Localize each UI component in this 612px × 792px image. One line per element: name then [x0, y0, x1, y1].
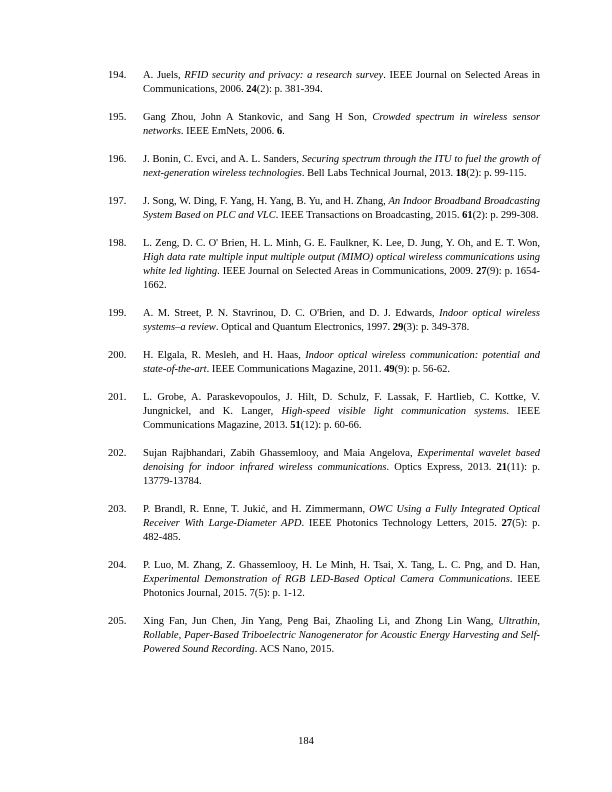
reference-item — [108, 615, 540, 657]
reference-text — [143, 392, 540, 431]
reference-text — [143, 154, 540, 179]
text-run: High-speed visible light communication systems — [281, 406, 507, 417]
text-run: An Indoor Broadband Broadcasting System Based on PLC and VLC — [143, 196, 540, 221]
reference-item — [108, 503, 540, 545]
text-run: . IEEE Journal on Selected Areas in Communications, 2006. — [143, 70, 540, 95]
text-run: (2): p. 381-394. — [256, 84, 323, 95]
reference-number: 197. — [108, 196, 127, 207]
text-run: (12): p. 60-66. — [300, 420, 362, 431]
text-run: J. Bonin, C. Evci, and A. L. Sanders, — [143, 154, 302, 165]
text-run: . Bell Labs Technical Journal, 2013. — [301, 168, 456, 179]
text-run: OWC Using a Fully Integrated Optical Receiver With Large-Diameter APD — [143, 504, 540, 529]
text-run: . Optical and Quantum Electronics, 1997. — [215, 322, 393, 333]
reference-number: 203. — [108, 504, 127, 515]
reference-number: 205. — [108, 616, 127, 627]
reference-text — [143, 616, 540, 655]
text-run: (9): p. 1654-1662. — [143, 266, 540, 291]
text-run: (5): p. 482-485. — [143, 518, 540, 543]
reference-text — [143, 238, 540, 291]
reference-number: 201. — [108, 392, 127, 403]
text-run: 18 — [455, 168, 467, 179]
text-run: . IEEE Photonics Journal, 2015. 7(5): p. 1-12. — [143, 574, 540, 599]
text-run: A. Juels, — [143, 70, 185, 81]
text-run: 6 — [276, 126, 283, 137]
reference-item — [108, 69, 540, 97]
text-run: High data rate multiple input multiple output (MIMO) optical wireless communications using white led lighting — [143, 252, 540, 277]
reference-item — [108, 559, 540, 601]
text-run: (2): p. 99-115. — [466, 168, 527, 179]
text-run: H. Elgala, R. Mesleh, and H. Haas, — [143, 350, 306, 361]
text-run: . — [282, 126, 285, 137]
text-run: RFID security and privacy: a research survey — [184, 70, 384, 81]
text-run: L. Zeng, D. C. O' Brien, H. L. Minh, G. E. Faulkner, K. Lee, D. Jung, Y. Oh, and E. T. Won, — [143, 238, 540, 249]
reference-text — [143, 350, 540, 375]
reference-item — [108, 111, 540, 139]
reference-number: 198. — [108, 238, 127, 249]
text-run: L. Grobe, A. Paraskevopoulos, J. Hilt, D. Schulz, F. Lassak, F. Hartlieb, C. Kottke, V. Jungnickel, and K. Langer, — [143, 392, 540, 417]
text-run: P. Luo, M. Zhang, Z. Ghassemlooy, H. Le Minh, H. Tsai, X. Tang, L. C. Png, and D. Han, — [143, 560, 540, 571]
text-run: Indoor optical wireless communication: potential and state-of-the-art — [143, 350, 540, 375]
text-run: . IEEE Transactions on Broadcasting, 2015. — [275, 210, 463, 221]
text-run: Gang Zhou, John A Stankovic, and Sang H Son, — [143, 112, 373, 123]
text-run: Indoor optical wireless systems–a review — [143, 308, 540, 333]
text-run: 27 — [476, 266, 487, 277]
reference-text — [143, 504, 540, 543]
text-run: Ultrathin, Rollable, Paper-Based Triboelectric Nanogenerator for Acoustic Energy Harvesting and Self-Powered Sound Recording — [143, 616, 540, 655]
text-run: (3): p. 349-378. — [403, 322, 470, 333]
reference-item — [108, 307, 540, 335]
reference-number: 194. — [108, 70, 127, 81]
text-run: (11): p. 13779-13784. — [143, 462, 540, 487]
text-run: . Optics Express, 2013. — [386, 462, 497, 473]
text-run: A. M. Street, P. N. Stavrinou, D. C. O'Brien, and D. J. Edwards, — [143, 308, 440, 319]
reference-text — [143, 196, 540, 221]
text-run: Sujan Rajbhandari, Zabih Ghassemlooy, and Maia Angelova, — [143, 448, 418, 459]
reference-text — [143, 448, 540, 487]
text-run: . ACS Nano, 2015. — [254, 644, 335, 655]
text-run: P. Brandl, R. Enne, T. Jukić, and H. Zimmermann, — [143, 504, 370, 515]
text-run: 49 — [384, 364, 395, 375]
page-number: 184 — [298, 736, 314, 747]
reference-list — [108, 69, 540, 671]
reference-text — [143, 70, 540, 95]
reference-number: 204. — [108, 560, 127, 571]
text-run: Experimental Demonstration of RGB LED-Based Optical Camera Communications — [143, 574, 510, 585]
text-run: 51 — [290, 420, 301, 431]
reference-number: 196. — [108, 154, 127, 165]
text-run: . IEEE Journal on Selected Areas in Communications, 2009. — [217, 266, 477, 277]
reference-number: 202. — [108, 448, 127, 459]
reference-item — [108, 195, 540, 223]
reference-number: 200. — [108, 350, 127, 361]
reference-item — [108, 447, 540, 489]
reference-text — [143, 560, 540, 599]
text-run: 61 — [462, 210, 473, 221]
text-run: Crowded spectrum in wireless sensor networks — [143, 112, 540, 137]
text-run: Experimental wavelet based denoising for indoor infrared wireless communications — [143, 448, 540, 473]
text-run: (2): p. 299-308. — [472, 210, 539, 221]
text-run: 21 — [496, 462, 507, 473]
text-run: Securing spectrum through the ITU to fuel the growth of next-generation wireless technologies — [143, 154, 541, 179]
text-run: 24 — [246, 84, 257, 95]
reference-item — [108, 237, 540, 293]
reference-number: 199. — [108, 308, 127, 319]
text-run: (9): p. 56-62. — [394, 364, 450, 375]
text-run: . IEEE Communications Magazine, 2011. — [206, 364, 385, 375]
reference-item — [108, 349, 540, 377]
text-run: . IEEE Communications Magazine, 2013. — [143, 406, 540, 431]
reference-text — [143, 112, 540, 137]
text-run: . IEEE Photonics Technology Letters, 2015. — [301, 518, 502, 529]
text-run: Xing Fan, Jun Chen, Jin Yang, Peng Bai, Zhaoling Li, and Zhong Lin Wang, — [143, 616, 499, 627]
reference-text — [143, 308, 540, 333]
reference-item — [108, 391, 540, 433]
text-run: 29 — [392, 322, 404, 333]
reference-number: 195. — [108, 112, 127, 123]
text-run: 27 — [501, 518, 513, 529]
text-run: . IEEE EmNets, 2006. — [180, 126, 277, 137]
reference-item — [108, 153, 540, 181]
text-run: J. Song, W. Ding, F. Yang, H. Yang, B. Yu, and H. Zhang, — [143, 196, 389, 207]
